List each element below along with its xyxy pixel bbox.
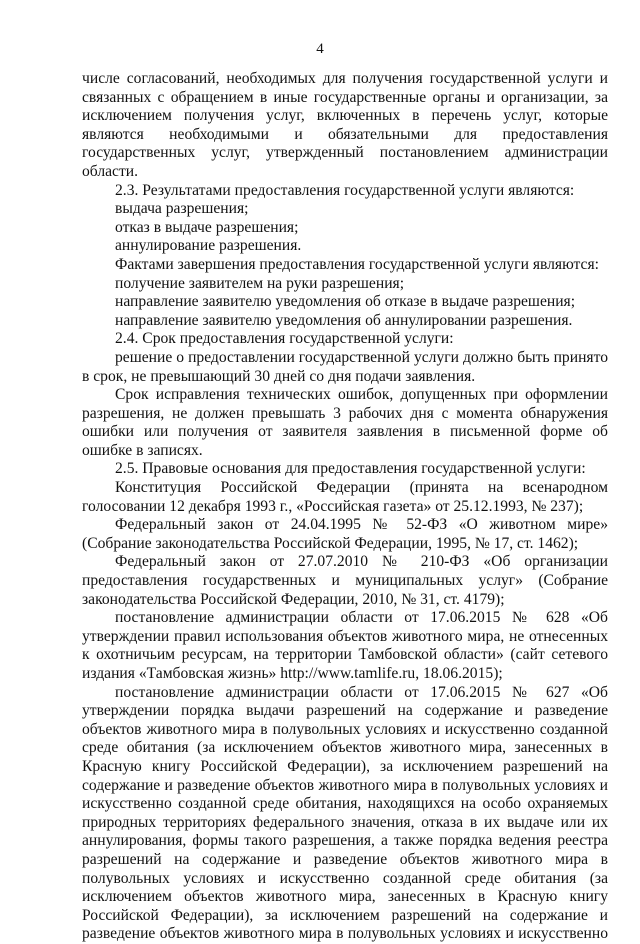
list-item: направление заявителю уведомления об отказе в выдаче разрешения; [115,293,576,311]
list-item: направление заявителю уведомления об аннулировании разрешения. [115,311,573,329]
page-number: 4 [316,41,324,57]
paragraph: Федеральный закон от 27.07.2010 № 210-ФЗ «Об организации предоставления государственных и муниципальных услуг» (Собрание законодательства Российской Федерации, 2010, № 31, ст. 4179); [82,553,608,608]
paragraph: решение о предоставлении государственной услуги должно быть принято в срок, не превышающий 30 дней со дня подачи заявления. [82,348,608,385]
paragraph: 2.3. Результатами предоставления государственной услуги являются: [115,181,575,199]
paragraph: Срок исправления технических ошибок, допущенных при оформлении разрешения, не должен превышать 3 рабочих дня с момента обнаружения ошибки или получения от заявителя заявления в письменной форме об ошибке в записях. [82,386,608,459]
paragraph: Федеральный закон от 24.04.1995 № 52-ФЗ «О животном мире» (Собрание законодательства Российской Федерации, 1995, № 17, ст. 1462); [82,516,608,552]
paragraph: Конституция Российской Федерации (принята на всенародном голосовании 12 декабря 1993 г., «Российская газета» от 25.12.1993, № 237); [82,479,608,515]
paragraph: постановление администрации области от 17.06.2015 № 628 «Об утверждении правил использования объектов животного мира, не отнесенных к охотничьим ресурсам, на территории Тамбовской области» (сайт сетевого издания «Тамбовская жизнь» http://www.tamlife.ru, 18.06.2015); [82,609,608,682]
paragraph: Фактами завершения предоставления государственной услуги являются: [115,255,599,273]
paragraph: постановление администрации области от 17.06.2015 № 627 «Об утверждении порядка выдачи разрешений на содержание и разведение объектов животного мира в полувольных условиях и искусственно созданной среде обитания (за исключением объектов животного мира, занесенных в Красную книгу Российской Федерации), за исключением разрешений на содержание и разведение объектов животного мира в полувольных условиях и искусственно созданной среде обитания, находящихся на особо охраняемых природных территориях федерального значения, отказа в их выдаче или их аннулирования, формы такого разрешения, а также порядка ведения реестра разрешений на содержание и разведение объектов животного мира в полувольных условиях и искусственно созданной среде обитания (за исключением объектов животного мира, занесенных в Красную книгу Российской Федерации), за исключением разрешений на содержание и разведение объектов животного мира в полувольных условиях и искусственно [82,683,608,943]
paragraph: числе согласований, необходимых для получения государственной услуги и связанных с обращением в иные государственные органы и организации, за исключением получения услуг, включенных в перечень услуг, которые являются необходимыми и обязательными для предоставления государственных услуг, утвержденный постановлением администрации области. [82,70,608,180]
paragraph: 2.5. Правовые основания для предоставления государственной услуги: [115,460,586,478]
list-item: аннулирование разрешения. [115,237,302,255]
paragraph: 2.4. Срок предоставления государственной услуги: [115,330,454,348]
list-item: получение заявителем на руки разрешения; [115,274,405,292]
list-item: отказ в выдаче разрешения; [115,218,299,236]
document-body [82,70,608,944]
list-item: выдача разрешения; [115,200,249,218]
